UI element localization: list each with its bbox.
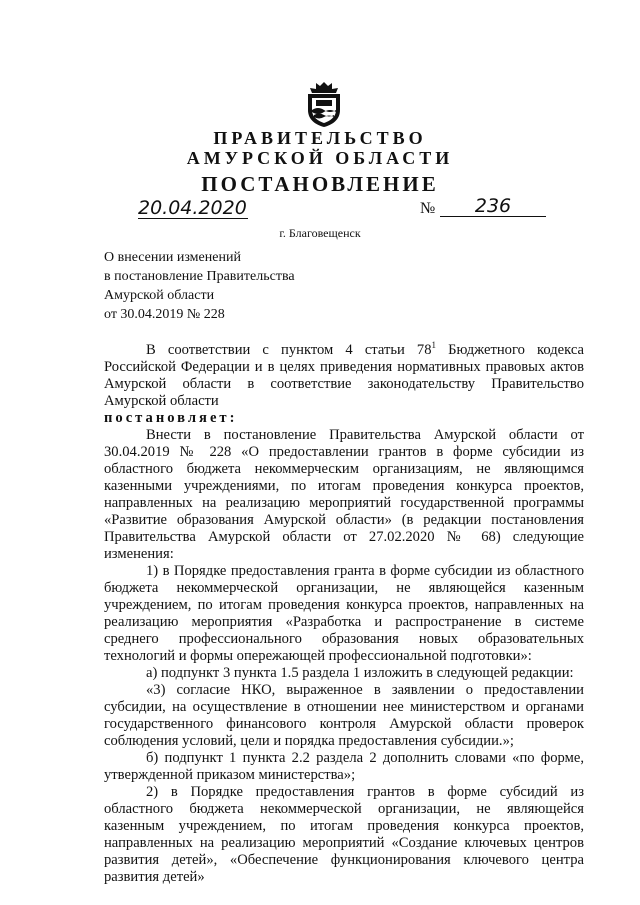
preamble-text-cont: Бюджетного кодекса Российской Федерации и в целях приведения нормативных правовых актов Амурской области в соответствие законодательству Правительство Амурской области <box>104 342 584 409</box>
body-paragraph: «3) согласие НКО, выраженное в заявлении о предоставлении субсидии, на осуществление в отношении нее министерством и органами государственного финансового контроля Амурской области проверок соблюдения условий, цели и порядка предоставления субсидии.»; <box>104 682 584 749</box>
document-number: 236 <box>440 196 546 217</box>
document-type-title: ПОСТАНОВЛЕНИЕ <box>201 172 439 196</box>
preamble-text: В соответствии с пунктом 4 статьи 78 <box>146 342 432 358</box>
body-paragraph: б) подпункт 1 пункта 2.2 раздела 2 дополнить словами «по форме, утвержденной приказом министерства»; <box>104 750 584 783</box>
city-line: г. Благовещенск <box>279 226 361 240</box>
government-title: ПРАВИТЕЛЬСТВО <box>213 128 427 148</box>
subject-line: О внесении изменений <box>104 250 241 265</box>
document-body <box>104 342 584 886</box>
body-paragraph-preamble <box>104 342 584 410</box>
decree-label: постановляет: <box>104 410 238 426</box>
body-paragraph: а) подпункт 3 пункта 1.5 раздела 1 изложить в следующей редакции: <box>146 665 574 681</box>
subject-line: в постановление Правительства <box>104 269 295 284</box>
number-label: № <box>420 200 436 217</box>
body-paragraph: 2) в Порядке предоставления грантов в форме субсидий из областного бюджета некоммерческой организации, не являющейся казенным учреждением, по итогам проведения конкурса проектов, направленных на реализацию мероприятий «Создание ключевых центров развития детей», «Обеспечение функционирования ключевого центра развития детей» <box>104 784 584 885</box>
document-date: 20.04.2020 <box>138 197 247 219</box>
body-paragraph: 1) в Порядке предоставления гранта в форме субсидии из областного бюджета некоммерческой организации, не являющейся казенным учреждением, по итогам проведения конкурса проектов, направленных на реализацию мероприятия «Разработка и распространение в системе среднего профессионального образования новых образовательных технологий и формы опережающей профессиональной подготовки»: <box>104 563 584 664</box>
coat-of-arms-icon <box>302 80 346 128</box>
subject-line: Амурской области <box>104 288 215 303</box>
subject-line: от 30.04.2019 № 228 <box>104 307 225 322</box>
article-superscript: 1 <box>431 340 437 351</box>
region-title: АМУРСКОЙ ОБЛАСТИ <box>186 148 454 168</box>
decree-word <box>104 410 584 427</box>
document-subject <box>104 248 295 324</box>
body-paragraph: Внести в постановление Правительства Амурской области от 30.04.2019 № 228 «О предоставлении грантов в форме субсидии из областного бюджета некоммерческим организациям, не являющимся казенными учреждениями, по итогам проведения конкурса проектов, направленных на реализацию мероприятий государственной программы «Развитие образования Амурской области» (в редакции постановления Правительства Амурской области от 27.02.2020 № 68) следующие изменения: <box>104 427 584 562</box>
